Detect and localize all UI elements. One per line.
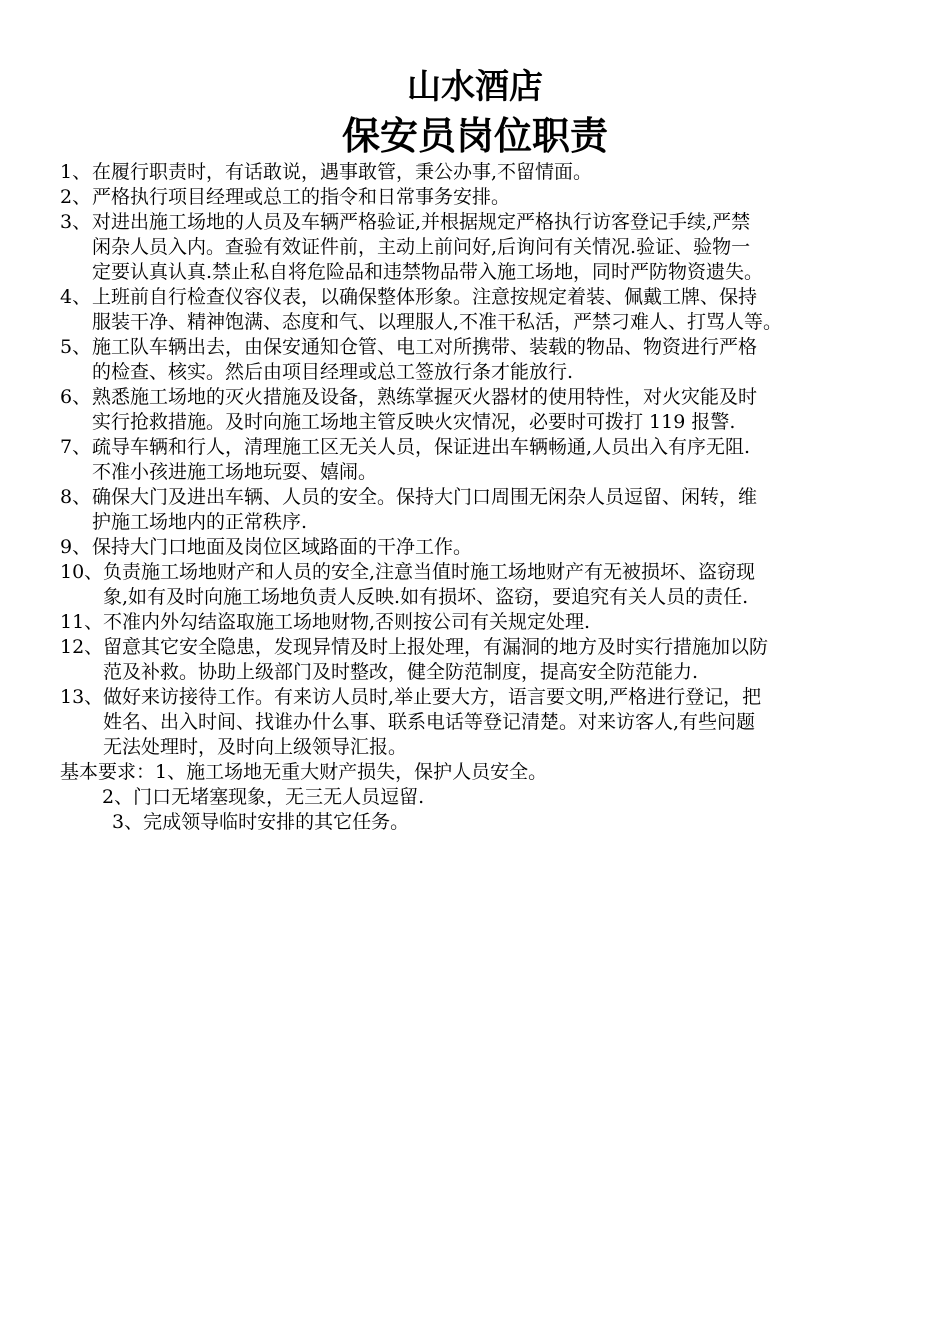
duty-text-line: 熟悉施工场地的灭火措施及设备，熟练掌握灭火器材的使用特性，对火灾能及时	[92, 386, 758, 408]
requirement-line: 2、门口无堵塞现象，无三无人员逗留.	[102, 786, 425, 808]
hotel-name-title: 山水酒店	[407, 67, 543, 107]
duty-number: 1、	[60, 161, 92, 183]
duty-text-line: 范及补救。协助上级部门及时整改，健全防范制度，提高安全防范能力.	[103, 661, 699, 683]
duty-item	[60, 535, 900, 560]
duty-text-line: 严格执行项目经理或总工的指令和日常事务安排。	[92, 186, 511, 208]
duty-text-line: 在履行职责时，有话敢说，遇事敢管，秉公办事,不留情面。	[92, 161, 593, 183]
duty-number: 8、	[60, 486, 92, 508]
duty-text-line: 对进出施工场地的人员及车辆严格验证,并根据规定严格执行访客登记手续,严禁	[92, 211, 751, 233]
duty-item	[60, 635, 900, 685]
duty-text-line: 无法处理时，及时向上级领导汇报。	[103, 736, 408, 758]
duty-text-line: 护施工场地内的正常秩序.	[92, 511, 308, 533]
duties-list	[60, 160, 900, 760]
duty-item	[60, 160, 900, 185]
duty-item	[60, 485, 900, 535]
duty-text-line: 闲杂人员入内。查验有效证件前，主动上前问好,后询问有关情况.验证、验物一	[92, 236, 751, 258]
requirement-line: 3、完成领导临时安排的其它任务。	[112, 811, 410, 833]
duty-item	[60, 685, 900, 760]
basic-requirements	[60, 760, 900, 835]
duty-number: 4、	[60, 286, 92, 308]
duty-number: 6、	[60, 386, 92, 408]
duty-number: 3、	[60, 211, 92, 233]
requirement-line: 基本要求：1、施工场地无重大财产损失，保护人员安全。	[60, 761, 548, 783]
duty-number: 2、	[60, 186, 92, 208]
duty-text-line: 疏导车辆和行人，清理施工区无关人员，保证进出车辆畅通,人员出入有序无阻.	[92, 436, 751, 458]
duty-item	[60, 610, 900, 635]
duty-item	[60, 435, 900, 485]
job-duties-title: 保安员岗位职责	[341, 114, 608, 158]
duty-number: 12、	[60, 636, 104, 658]
duty-text-line: 的检查、核实。然后由项目经理或总工签放行条才能放行.	[92, 361, 574, 383]
duty-text-line: 留意其它安全隐患，发现异情及时上报处理，有漏洞的地方及时实行措施加以防	[103, 636, 769, 658]
duty-number: 11、	[60, 611, 104, 633]
duty-number: 7、	[60, 436, 92, 458]
duty-number: 5、	[60, 336, 92, 358]
duty-text-line: 实行抢救措施。及时向施工场地主管反映火灾情况，必要时可拨打 119 报警.	[92, 411, 736, 433]
duty-text-line: 姓名、出入时间、找谁办什么事、联系电话等登记清楚。对来访客人,有些问题	[103, 711, 756, 733]
duty-item	[60, 560, 900, 610]
duty-number: 9、	[60, 536, 92, 558]
duty-text-line: 不准内外勾结盗取施工场地财物,否则按公司有关规定处理.	[103, 611, 591, 633]
duty-item	[60, 210, 900, 285]
duty-text-line: 施工队车辆出去，由保安通知仓管、电工对所携带、装载的物品、物资进行严格	[92, 336, 758, 358]
duty-text-line: 确保大门及进出车辆、人员的安全。保持大门口周围无闲杂人员逗留、闲转，维	[92, 486, 758, 508]
duty-text-line: 做好来访接待工作。有来访人员时,举止要大方，语言要文明,严格进行登记，把	[103, 686, 762, 708]
duty-text-line: 保持大门口地面及岗位区域路面的干净工作。	[92, 536, 473, 558]
duty-item	[60, 335, 900, 385]
duty-text-line: 上班前自行检查仪容仪表，以确保整体形象。注意按规定着装、佩戴工牌、保持	[92, 286, 758, 308]
duty-number: 13、	[60, 686, 104, 708]
duty-item	[60, 385, 900, 435]
duty-item	[60, 185, 900, 210]
duty-text-line: 服装干净、精神饱满、态度和气、以理服人,不准干私活，严禁刁难人、打骂人等。	[92, 311, 783, 333]
duty-item	[60, 285, 900, 335]
duty-text-line: 定要认真认真.禁止私自将危险品和违禁物品带入施工场地，同时严防物资遗失。	[92, 261, 764, 283]
duty-text-line: 不准小孩进施工场地玩耍、嬉闹。	[92, 461, 378, 483]
duty-text-line: 负责施工场地财产和人员的安全,注意当值时施工场地财产有无被损坏、盗窃现	[103, 561, 756, 583]
duty-text-line: 象,如有及时向施工场地负责人反映.如有损坏、盗窃，要追究有关人员的责任.	[103, 586, 749, 608]
duty-number: 10、	[60, 561, 104, 583]
